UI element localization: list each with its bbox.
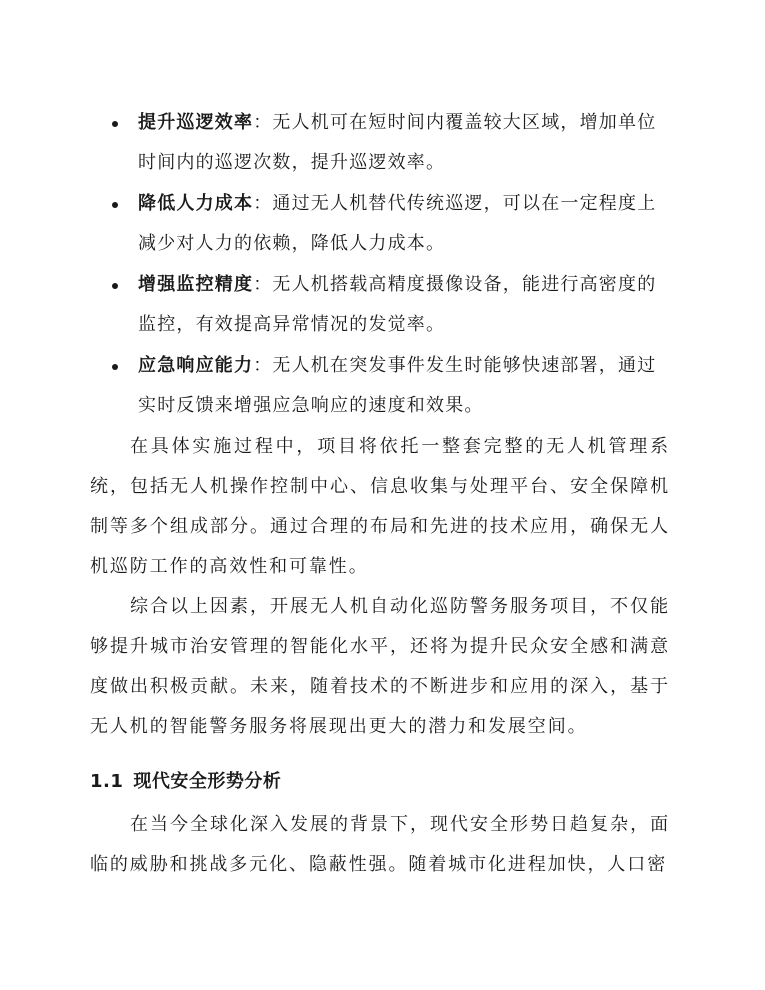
body-paragraph: 在具体实施过程中，项目将依托一整套完整的无人机管理系统，包括无人机操作控制中心、信息收集与处理平台、安全保障机制等多个组成部分。通过合理的布局和先进的技术应用，确保无人机巡防工作的高效性和可靠性。 [90,436,670,577]
bullet-dot-icon [112,283,118,289]
body-paragraph: 在当今全球化深入发展的背景下，现代安全形势日趋复杂，面临的威胁和挑战多元化、隐蔽性强。随着城市化进程加快，人口密 [90,814,670,875]
list-item [90,346,670,426]
section-title: 现代安全形势分析 [133,771,282,792]
bullet-dot-icon [112,364,118,370]
section-number: 1.1 [90,771,124,792]
bullet-term: 应急响应能力 [138,355,254,376]
benefit-list [90,103,670,426]
body-paragraph: 综合以上因素，开展无人机自动化巡防警务服务项目，不仅能够提升城市治安管理的智能化水平，还将为提升民众安全感和满意度做出积极贡献。未来，随着技术的不断进步和应用的深入，基于无人机的智能警务服务将展现出更大的潜力和发展空间。 [90,596,670,737]
list-item [90,184,670,264]
bullet-term: 提升巡逻效率 [138,112,254,133]
bullet-text: ：无人机可在短时间内覆盖较大区域，增加单位时间内的巡逻次数，提升巡逻效率。 [138,112,657,173]
document-page [90,103,670,885]
bullet-text: ：无人机在突发事件发生时能够快速部署，通过实时反馈来增强应急响应的速度和效果。 [138,355,657,416]
bullet-term: 增强监控精度 [138,274,254,295]
bullet-dot-icon [112,121,118,127]
bullet-text: ：通过无人机替代传统巡逻，可以在一定程度上减少对人力的依赖，降低人力成本。 [138,193,657,254]
list-item [90,265,670,345]
bullet-dot-icon [112,202,118,208]
section-heading [90,770,670,794]
bullet-term: 降低人力成本 [138,193,254,214]
list-item [90,103,670,183]
bullet-text: ：无人机搭载高精度摄像设备，能进行高密度的监控，有效提高异常情况的发觉率。 [138,274,657,335]
